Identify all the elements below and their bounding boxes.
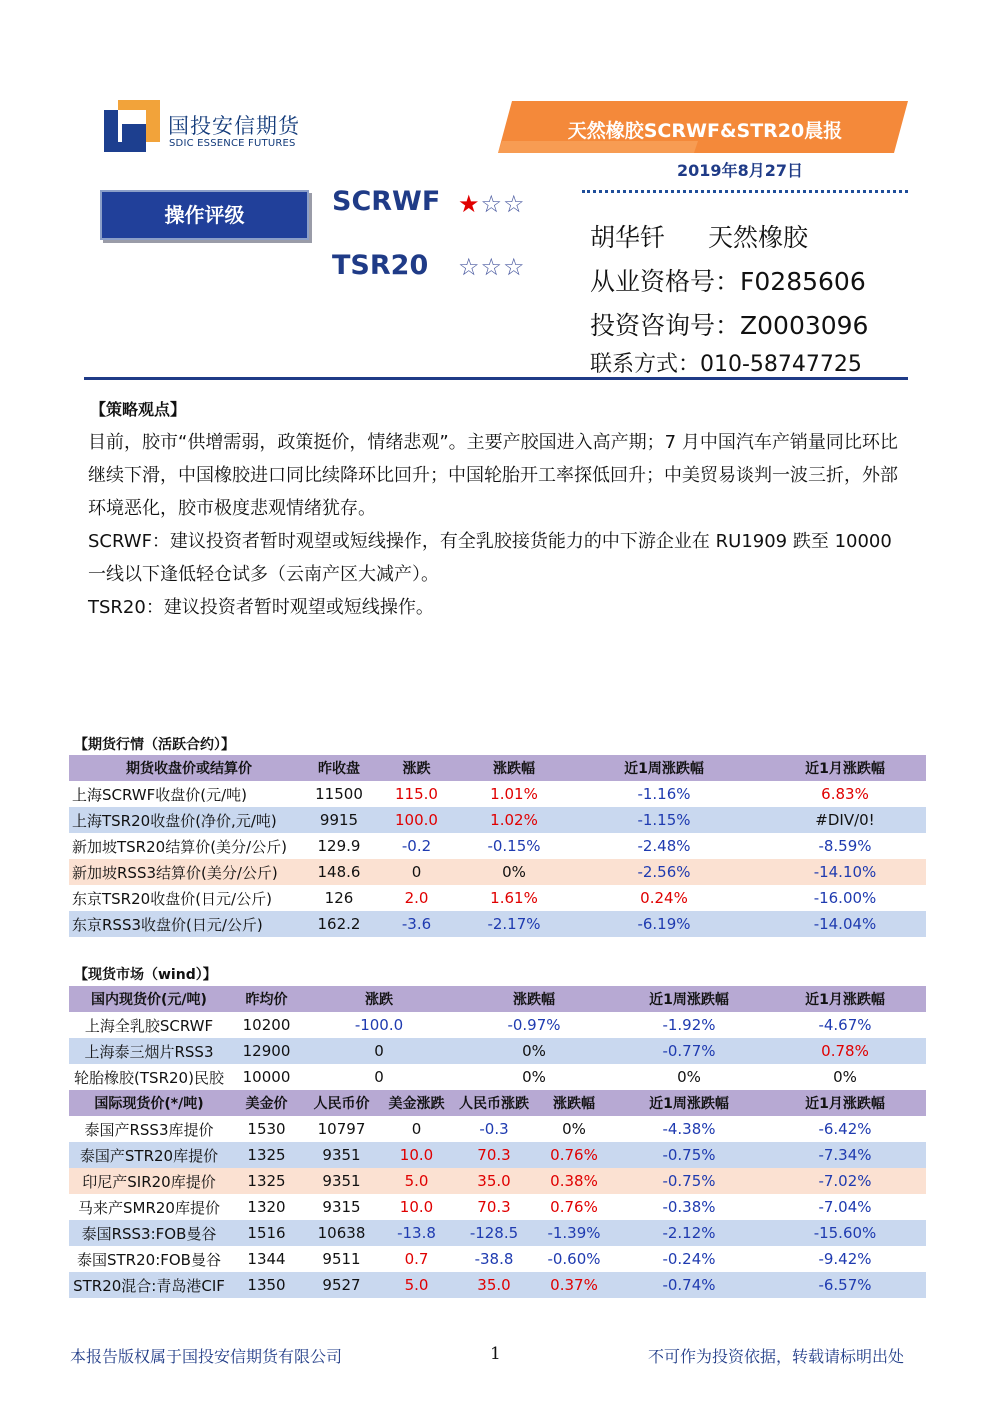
table-cell: 0.37% [534,1272,614,1298]
table-cell: -0.2 [369,833,464,859]
column-header: 涨跌幅 [454,986,614,1012]
table-cell: -2.12% [614,1220,764,1246]
table-cell: -0.3 [454,1116,534,1142]
rating-stars-scrwf [458,190,526,218]
table-cell: 1320 [229,1194,304,1220]
table-row [69,859,926,885]
table-cell: 1.01% [464,781,564,807]
table-cell: 上海泰三烟片RSS3 [69,1038,229,1064]
column-header: 国内现货价(元/吨) [69,986,229,1012]
column-header: 涨跌幅 [534,1090,614,1116]
table-row [69,1246,926,1272]
report-date: 2019年8月27日 [677,161,803,180]
table-cell: 东京TSR20收盘价(日元/公斤) [69,885,309,911]
table-cell: -13.8 [379,1220,454,1246]
product-name-scrwf: SCRWF [332,186,441,217]
table-cell: 9351 [304,1142,379,1168]
table-cell: 东京RSS3收盘价(日元/公斤) [69,911,309,937]
column-header: 国际现货价(*/吨) [69,1090,229,1116]
table-cell: -1.16% [564,781,764,807]
table-cell: 上海TSR20收盘价(净价,元/吨) [69,807,309,833]
table-cell: 0 [304,1064,454,1090]
table-cell: 泰国RSS3:FOB曼谷 [69,1220,229,1246]
strategy-paragraph: TSR20：建议投资者暂时观望或短线操作。 [88,597,434,618]
spot-market-table [69,986,926,1298]
table-cell: 1516 [229,1220,304,1246]
table-cell: 1.02% [464,807,564,833]
table-cell: -38.8 [454,1246,534,1272]
table-row [69,1012,926,1038]
table-cell: -1.39% [534,1220,614,1246]
table-cell: -7.34% [764,1142,926,1168]
company-name-en: SDIC ESSENCE FUTURES [169,138,296,149]
column-header: 涨跌 [304,986,454,1012]
table-cell: 162.2 [309,911,369,937]
strategy-paragraph: SCRWF：建议投资者暂时观望或短线操作，有全乳胶接货能力的中下游企业在 RU1909 跌至 10000 一线以下逢低轻仓试多（云南产区大减产）。 [88,531,892,585]
footer-disclaimer: 不可作为投资依据，转载请标明出处 [648,1347,905,1366]
analyst-name: 胡华钎 [590,223,666,252]
table-cell: 9315 [304,1194,379,1220]
column-header: 近1月涨跌幅 [764,1090,926,1116]
table-cell: 9351 [304,1168,379,1194]
spot-section-title: 【现货市场（wind）】 [74,967,217,983]
table-row [69,1272,926,1298]
table-cell: -0.75% [614,1142,764,1168]
table-cell: 轮胎橡胶(TSR20)民胶 [69,1064,229,1090]
table-cell: 12900 [229,1038,304,1064]
strategy-body [88,426,910,624]
futures-section-title: 【期货行情（活跃合约）】 [74,737,235,753]
table-cell: 2.0 [369,885,464,911]
table-cell: 10.0 [379,1142,454,1168]
table-cell: 0.78% [764,1038,926,1064]
table-cell: -0.24% [614,1246,764,1272]
table-cell: 115.0 [369,781,464,807]
dotted-divider [582,190,908,193]
product-name-tsr20: TSR20 [332,250,429,281]
table-cell: 泰国产RSS3库提价 [69,1116,229,1142]
table-cell: -0.77% [614,1038,764,1064]
table-cell: -15.60% [764,1220,926,1246]
table-cell: 129.9 [309,833,369,859]
table-cell: -1.92% [614,1012,764,1038]
table-cell: 6.83% [764,781,926,807]
table-cell: 1.61% [464,885,564,911]
table-cell: 11500 [309,781,369,807]
column-header: 涨跌 [369,755,464,781]
table-cell: -4.67% [764,1012,926,1038]
table-cell: 新加坡RSS3结算价(美分/公斤) [69,859,309,885]
page-number: 1 [490,1344,501,1364]
table-cell: 100.0 [369,807,464,833]
table-cell: -128.5 [454,1220,534,1246]
report-title: 天然橡胶SCRWF&STR20晨报 [567,120,843,142]
table-row [69,1142,926,1168]
table-cell: 泰国STR20:FOB曼谷 [69,1246,229,1272]
table-cell: -2.17% [464,911,564,937]
column-header: 昨收盘 [309,755,369,781]
table-row [69,807,926,833]
table-cell: -0.38% [614,1194,764,1220]
table-cell: 1344 [229,1246,304,1272]
table-row [69,911,926,937]
company-name-cn: 国投安信期货 [168,114,300,138]
table-cell: 35.0 [454,1272,534,1298]
table-cell: -0.97% [454,1012,614,1038]
table-cell: STR20混合:青岛港CIF [69,1272,229,1298]
table-cell: 0.38% [534,1168,614,1194]
table-cell: 马来产SMR20库提价 [69,1194,229,1220]
table-cell: -1.15% [564,807,764,833]
column-header: 美金涨跌 [379,1090,454,1116]
table-cell: 0 [379,1116,454,1142]
table-cell: -6.57% [764,1272,926,1298]
column-header: 美金价 [229,1090,304,1116]
table-cell: -100.0 [304,1012,454,1038]
table-cell: -7.04% [764,1194,926,1220]
table-row [69,1168,926,1194]
table-row [69,1194,926,1220]
column-header: 近1月涨跌幅 [764,986,926,1012]
company-logo-icon [104,100,160,152]
column-header: 昨均价 [229,986,304,1012]
table-cell: -3.6 [369,911,464,937]
table-row [69,1038,926,1064]
column-header: 人民币价 [304,1090,379,1116]
table-cell: 0% [464,859,564,885]
table-cell: -14.10% [764,859,926,885]
analyst-field: 天然橡胶 [708,223,809,252]
table-cell: 新加坡TSR20结算价(美分/公斤) [69,833,309,859]
table-cell: #DIV/0! [764,807,926,833]
table-cell: 0% [454,1064,614,1090]
table-cell: 泰国产STR20库提价 [69,1142,229,1168]
star-empty-icon: ☆☆☆ [458,253,526,281]
table-cell: 9915 [309,807,369,833]
rating-stars-tsr20 [458,253,526,281]
table-row [69,1064,926,1090]
analyst-license: 从业资格号：F0285606 [590,267,866,296]
table-cell: 上海SCRWF收盘价(元/吨) [69,781,309,807]
table-cell: -6.42% [764,1116,926,1142]
strategy-paragraph: 目前，胶市“供增需弱，政策挺价，情绪悲观”。主要产胶国进入高产期；7 月中国汽车产销量同比环比继续下滑，中国橡胶进口同比续降环比回升；中国轮胎开工率探低回升；中美贸易谈判一波三折，外部环境恶化，胶市极度悲观情绪犹存。 [88,432,898,519]
table-cell: -0.15% [464,833,564,859]
analyst-contact: 联系方式：010-58747725 [590,352,862,377]
table-cell: 10797 [304,1116,379,1142]
rating-label-box: 操作评级 [100,190,309,240]
table-header-row [69,1090,926,1116]
strategy-heading: 【策略观点】 [90,400,187,419]
table-row [69,833,926,859]
star-empty-icon: ☆☆ [480,190,526,218]
table-cell: 1350 [229,1272,304,1298]
table-row [69,781,926,807]
table-cell: 148.6 [309,859,369,885]
column-header: 期货收盘价或结算价 [69,755,309,781]
star-filled-icon: ★ [458,190,481,218]
table-cell: 0 [304,1038,454,1064]
footer-copyright: 本报告版权属于国投安信期货有限公司 [70,1347,343,1366]
table-cell: 70.3 [454,1194,534,1220]
table-cell: 0 [369,859,464,885]
table-header-row [69,755,926,781]
table-cell: 0% [534,1116,614,1142]
column-header: 涨跌幅 [464,755,564,781]
column-header: 近1周涨跌幅 [614,986,764,1012]
table-cell: -14.04% [764,911,926,937]
table-cell: -2.56% [564,859,764,885]
table-cell: 0% [764,1064,926,1090]
table-cell: -8.59% [764,833,926,859]
futures-table [69,755,926,937]
table-cell: 9511 [304,1246,379,1272]
table-cell: 10.0 [379,1194,454,1220]
table-cell: 1325 [229,1168,304,1194]
table-cell: -7.02% [764,1168,926,1194]
column-header: 近1周涨跌幅 [564,755,764,781]
table-cell: 1530 [229,1116,304,1142]
table-cell: 10638 [304,1220,379,1246]
table-cell: 126 [309,885,369,911]
column-header: 近1月涨跌幅 [764,755,926,781]
table-cell: 印尼产SIR20库提价 [69,1168,229,1194]
table-cell: -4.38% [614,1116,764,1142]
column-header: 近1周涨跌幅 [614,1090,764,1116]
table-cell: 1325 [229,1142,304,1168]
header-divider [84,377,908,380]
table-cell: 10000 [229,1064,304,1090]
table-cell: 10200 [229,1012,304,1038]
table-cell: 上海全乳胶SCRWF [69,1012,229,1038]
table-cell: 0% [614,1064,764,1090]
column-header: 人民币涨跌 [454,1090,534,1116]
table-cell: -9.42% [764,1246,926,1272]
table-cell: 35.0 [454,1168,534,1194]
table-cell: 5.0 [379,1272,454,1298]
table-cell: -2.48% [564,833,764,859]
table-row [69,885,926,911]
table-row [69,1220,926,1246]
table-cell: -0.75% [614,1168,764,1194]
table-header-row [69,986,926,1012]
table-cell: -6.19% [564,911,764,937]
table-row [69,1116,926,1142]
table-cell: 0.76% [534,1142,614,1168]
table-cell: -0.74% [614,1272,764,1298]
table-cell: 0.7 [379,1246,454,1272]
table-cell: 9527 [304,1272,379,1298]
table-cell: 0.24% [564,885,764,911]
table-cell: 0.76% [534,1194,614,1220]
table-cell: 70.3 [454,1142,534,1168]
table-cell: -16.00% [764,885,926,911]
analyst-consult-number: 投资咨询号：Z0003096 [590,311,869,340]
table-cell: 5.0 [379,1168,454,1194]
table-cell: -0.60% [534,1246,614,1272]
table-cell: 0% [454,1038,614,1064]
